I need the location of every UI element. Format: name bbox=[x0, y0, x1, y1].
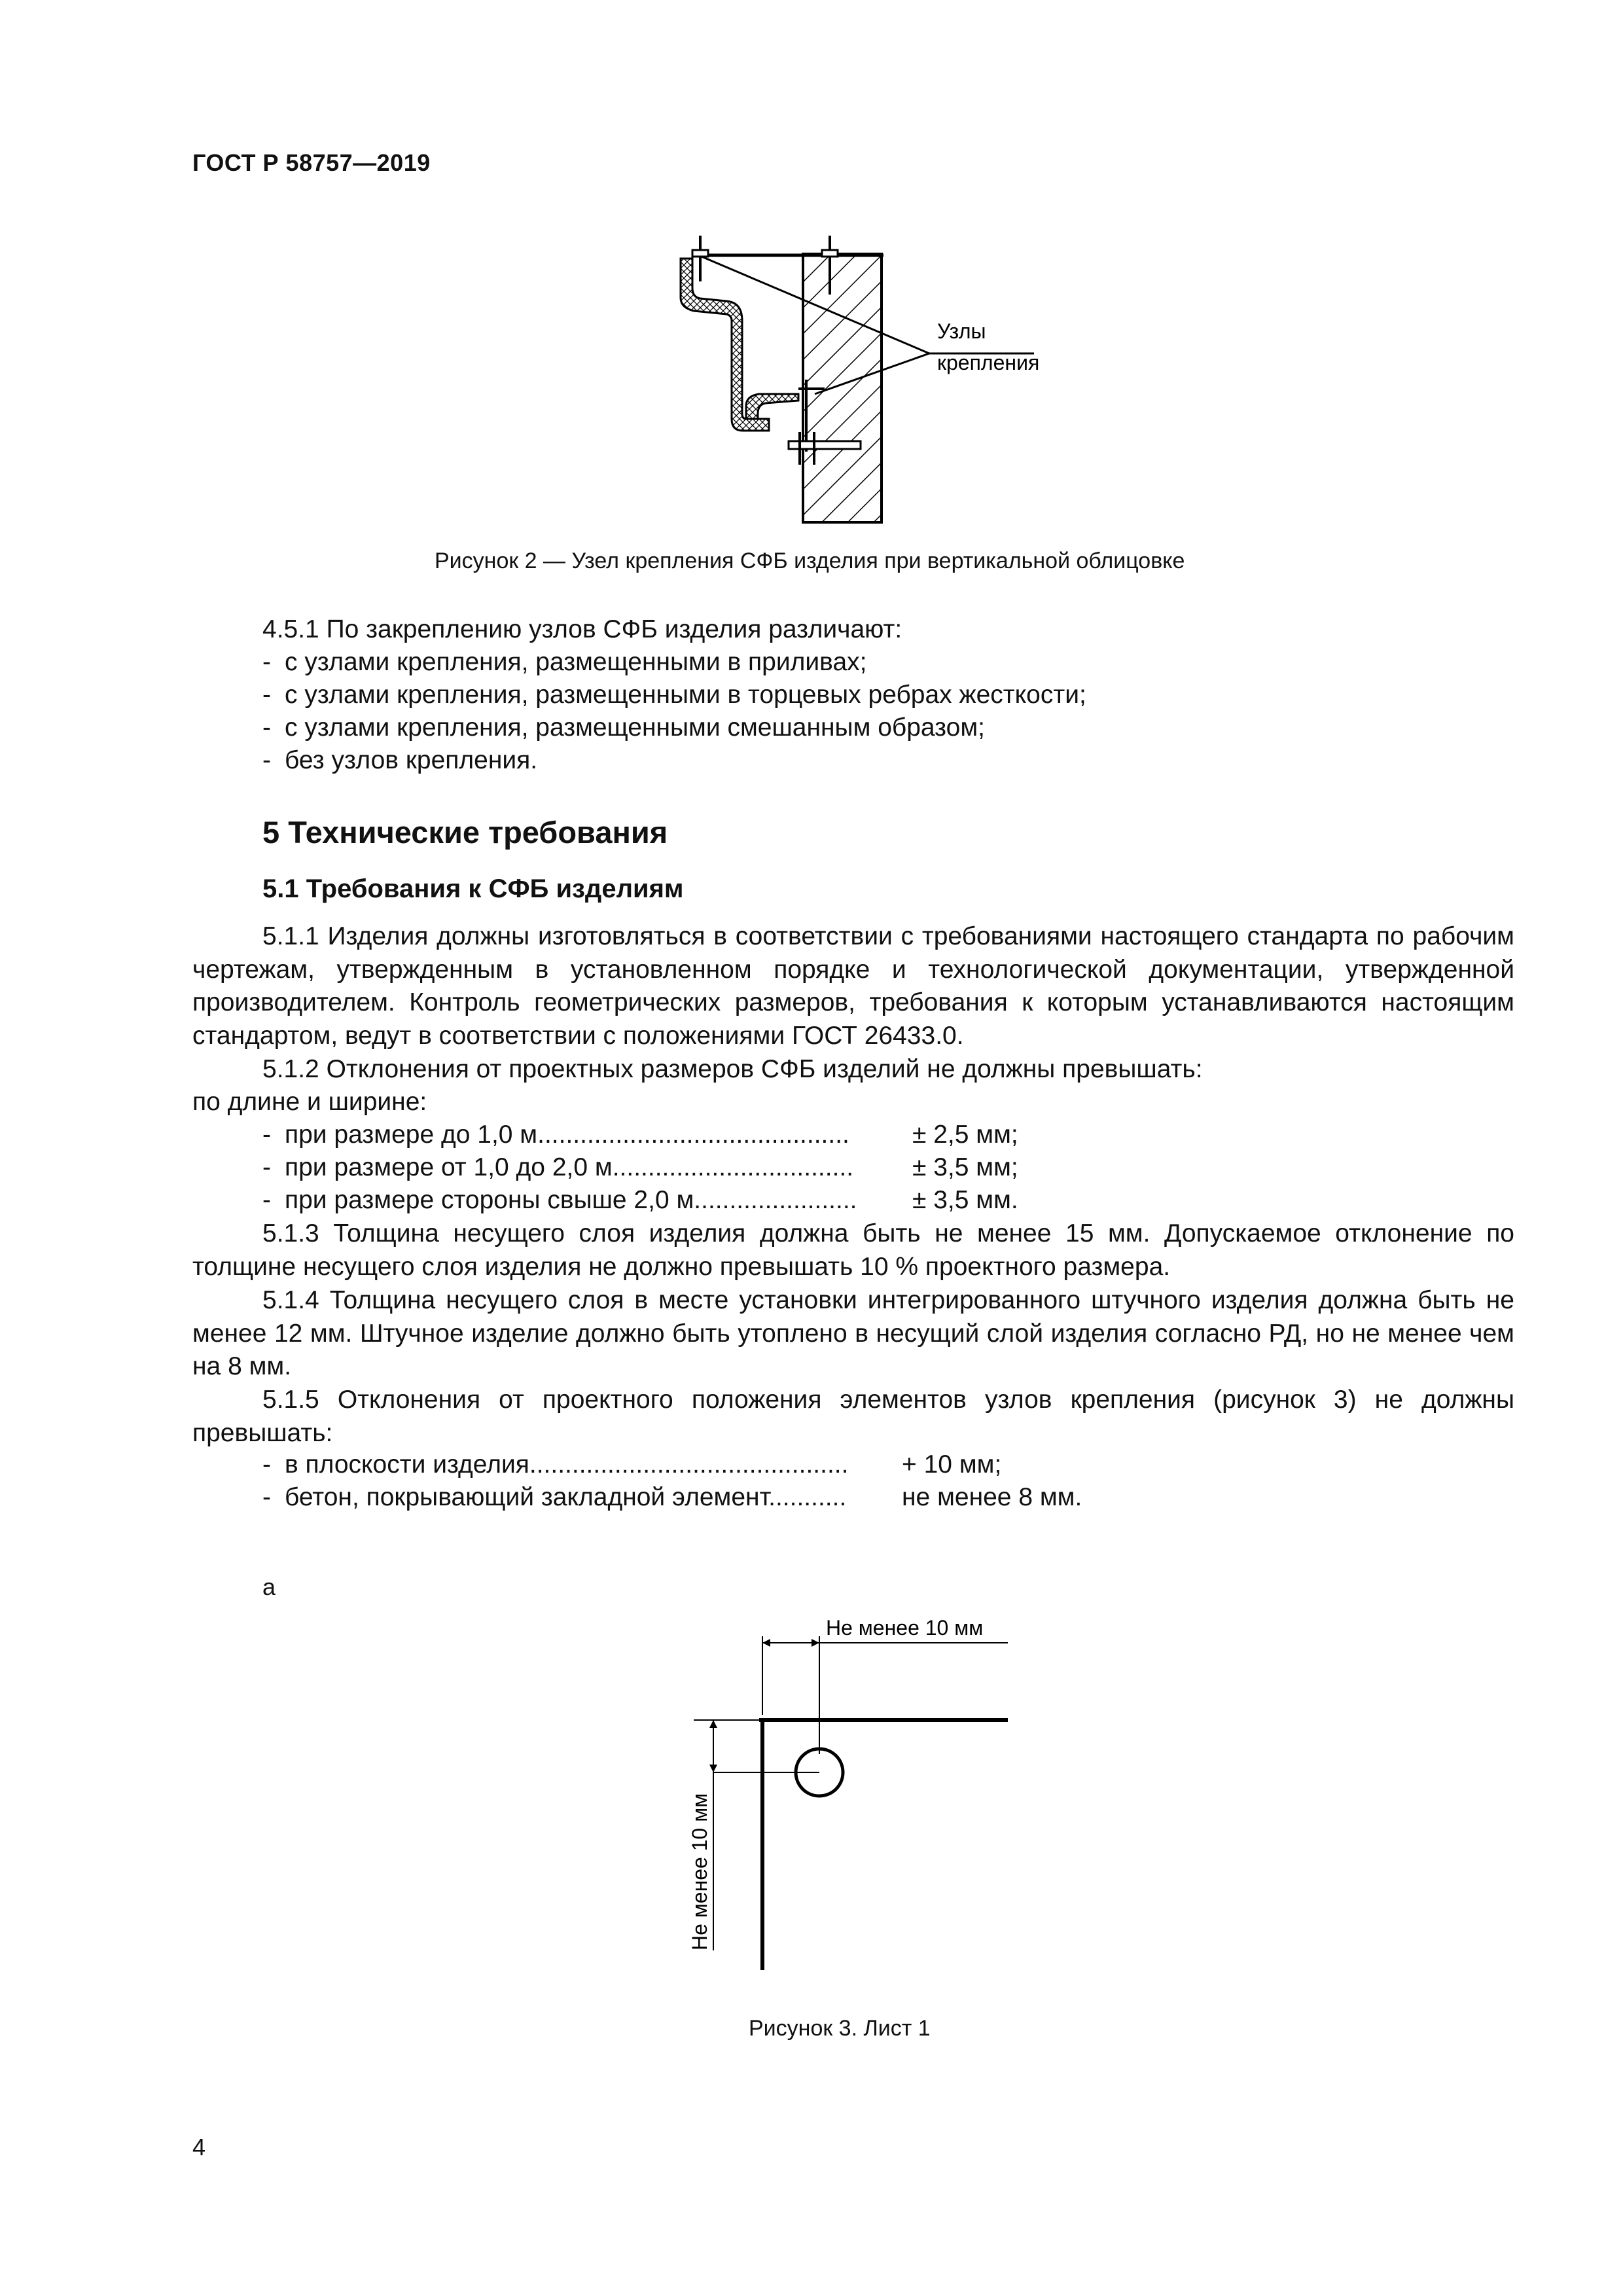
label-line-2: крепления bbox=[937, 351, 1040, 374]
paragraph-5-1-1: 5.1.1 Изделия должны изготовляться в соответствии с требованиями настоящего стандарта по рабочим чертежам, утвержденным в установленном порядке и технологической документации, утвержденной производителем. Контроль геометрических размеров, требования к которым устанавливаются настоящим стандартом, ведут в соответствии с положениями ГОСТ 26433.0. bbox=[192, 922, 1514, 1050]
paragraph-5-1-3: 5.1.3 Толщина несущего слоя изделия должна быть не менее 15 мм. Допускаемое отклонение по толщине несущего слоя изделия не должно превышать 10 % проектного размера. bbox=[192, 1219, 1514, 1281]
p512-item-3-value: ± 3,5 мм. bbox=[912, 1186, 1018, 1214]
section-5-heading: 5 Технические требования bbox=[262, 815, 668, 850]
p512-intro: 5.1.2 Отклонения от проектных размеров СФБ изделий не должны превышать: bbox=[262, 1055, 1203, 1083]
p512-item-2: - при размере от 1,0 до 2,0 м.................................. bbox=[262, 1153, 854, 1181]
dim-vertical-label: Не менее 10 мм bbox=[688, 1793, 711, 1950]
p512-item-1-value: ± 2,5 мм; bbox=[912, 1121, 1018, 1149]
s451-intro: 4.5.1 По закреплению узлов СФБ изделия различают: bbox=[262, 615, 902, 643]
s451-item-2: - с узлами крепления, размещенными в торцевых ребрах жесткости; bbox=[262, 681, 1086, 709]
paragraph-5-1-4: 5.1.4 Толщина несущего слоя в месте установки интегрированного штучного изделия должна быть не менее 12 мм. Штучное изделие должно быть утоплено в несущий слой изделия согласно РД, но не менее чем на 8 мм. bbox=[192, 1286, 1514, 1380]
p512-sub: по длине и ширине: bbox=[192, 1088, 427, 1116]
section-5-1-heading: 5.1 Требования к СФБ изделиям bbox=[262, 874, 684, 903]
s451-item-1: - с узлами крепления, размещенными в приливах; bbox=[262, 648, 867, 676]
p515-item-2-value: не менее 8 мм. bbox=[902, 1483, 1082, 1511]
page-number: 4 bbox=[192, 2134, 206, 2161]
p515-item-2: - бетон, покрывающий закладной элемент........... bbox=[262, 1483, 847, 1511]
p512-item-2-value: ± 3,5 мм; bbox=[912, 1153, 1018, 1181]
figure-3-subfigure-label: а bbox=[262, 1573, 276, 1600]
figure-2-caption: Рисунок 2 — Узел крепления СФБ изделия при вертикальной облицовке bbox=[435, 548, 1185, 573]
dim-horizontal-label: Не менее 10 мм bbox=[826, 1616, 984, 1640]
p515-item-1-value: + 10 мм; bbox=[902, 1450, 1002, 1479]
figure-3-caption: Рисунок 3. Лист 1 bbox=[749, 2016, 931, 2041]
s451-item-3: - с узлами крепления, размещенными смешанным образом; bbox=[262, 713, 985, 742]
paragraph-5-1-5: 5.1.5 Отклонения от проектного положения элементов узлов крепления (рисунок 3) не должны превышать: bbox=[192, 1386, 1514, 1447]
p512-item-3: - при размере стороны свыше 2,0 м....................... bbox=[262, 1186, 857, 1214]
s451-item-4: - без узлов крепления. bbox=[262, 746, 538, 774]
p512-item-1: - при размере до 1,0 м............................................ bbox=[262, 1121, 849, 1149]
figure-2-drawing bbox=[654, 223, 1060, 530]
label-line-1: Узлы bbox=[937, 319, 986, 343]
figure-3-drawing bbox=[668, 1597, 1034, 1977]
p515-item-1: - в плоскости изделия............................................. bbox=[262, 1450, 849, 1479]
document-code-header: ГОСТ Р 58757—2019 bbox=[192, 149, 431, 176]
